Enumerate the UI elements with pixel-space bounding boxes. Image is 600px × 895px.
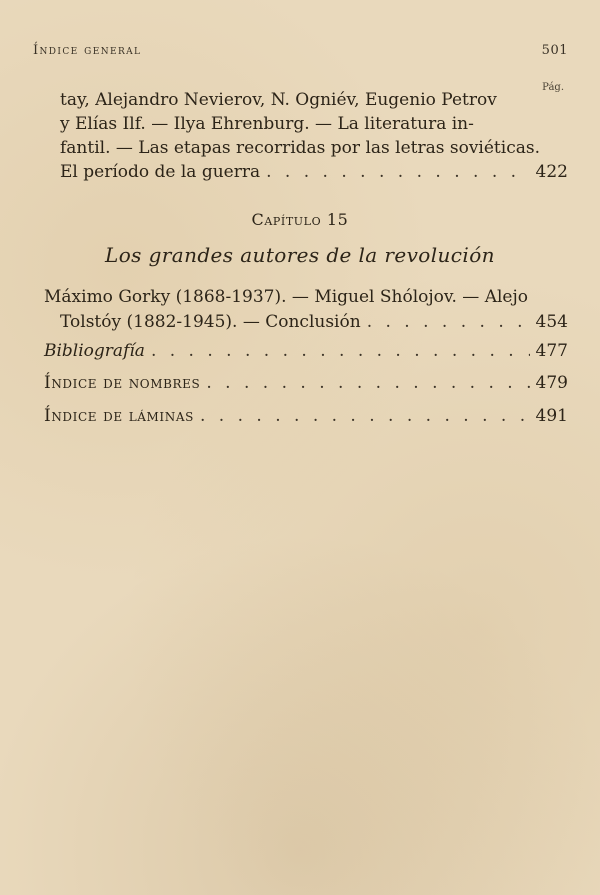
entry-line: fantil. — Las etapas recorridas por las letras soviéticas.	[60, 138, 540, 158]
chapter-label: Capítulo 15	[251, 210, 349, 229]
toc-entry-bibliography	[44, 339, 568, 364]
entry-line-with-page	[60, 160, 568, 184]
chapter-title: Los grandes autores de la revolución	[105, 243, 495, 267]
running-header	[33, 43, 568, 58]
entry-last-text: El período de la guerra	[60, 162, 261, 182]
leader-dots	[206, 371, 529, 396]
entry-last-text: Tolstóy (1882-1945). — Conclusión	[60, 312, 361, 332]
toc-entry-name-index	[44, 371, 568, 396]
chapter-heading	[0, 210, 600, 229]
header-page-number: 501	[541, 43, 568, 58]
entry-line: Máximo Gorky (1868-1937). — Miguel Shólojov. — Alejo	[44, 287, 528, 307]
entry-label: Índice de nombres	[44, 373, 201, 393]
entry-page-number: 422	[535, 162, 568, 182]
entry-page-number: 477	[535, 341, 568, 361]
entry-page-number: 491	[535, 406, 568, 426]
toc-entry-plates-index	[44, 404, 568, 429]
leader-dots	[266, 160, 529, 184]
continued-entry	[60, 88, 568, 184]
entry-label: Índice de láminas	[44, 406, 194, 426]
entry-line: tay, Alejandro Nevierov, N. Ogniév, Eugenio Petrov	[60, 90, 497, 110]
leader-dots	[151, 339, 530, 364]
entry-page-number: 479	[535, 373, 568, 393]
entry-line: y Elías Ilf. — Ilya Ehrenburg. — La literatura in-	[60, 114, 474, 134]
entry-line-with-page	[44, 310, 568, 335]
entry-label: Bibliografía	[44, 341, 145, 361]
toc-entry	[44, 285, 568, 335]
leader-dots	[200, 404, 530, 429]
entry-page-number: 454	[535, 312, 568, 332]
page-column-label: Pág.	[542, 82, 564, 93]
leader-dots	[367, 310, 530, 335]
header-title: Índice general	[33, 43, 142, 58]
